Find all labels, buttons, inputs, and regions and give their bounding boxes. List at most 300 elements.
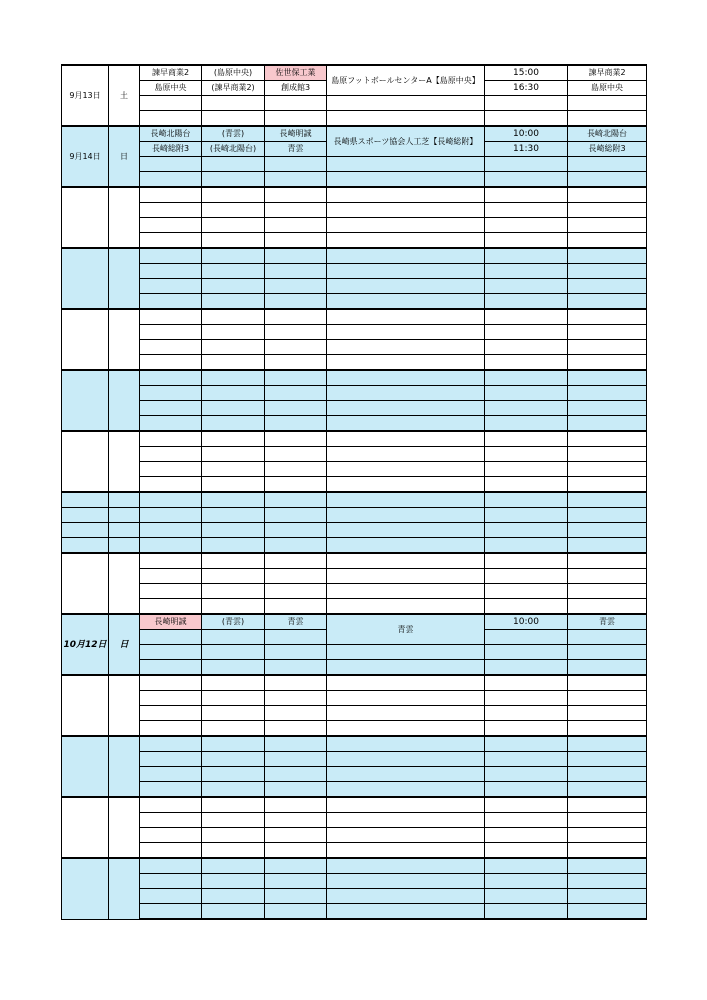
home-team-cell bbox=[140, 736, 202, 752]
kickoff-time-cell bbox=[485, 264, 568, 279]
home-team-cell bbox=[140, 401, 202, 416]
kickoff-time-cell: 15:00 bbox=[485, 65, 568, 81]
referee-team-cell bbox=[202, 187, 265, 203]
home-team-cell bbox=[140, 309, 202, 325]
away-team-cell: 青雲 bbox=[265, 142, 327, 157]
referee-team-cell: (諫早商業2) bbox=[202, 81, 265, 96]
kickoff-time-cell bbox=[485, 813, 568, 828]
table-row bbox=[62, 218, 647, 233]
referee-team-cell bbox=[202, 736, 265, 752]
kickoff-time-cell bbox=[485, 645, 568, 660]
date-cell bbox=[62, 370, 109, 431]
report-team-cell bbox=[568, 767, 647, 782]
report-team-cell bbox=[568, 172, 647, 188]
report-team-cell bbox=[568, 157, 647, 172]
table-row bbox=[62, 736, 647, 752]
kickoff-time-cell bbox=[485, 370, 568, 386]
referee-team-cell bbox=[202, 218, 265, 233]
referee-team-cell bbox=[202, 492, 265, 508]
report-team-cell bbox=[568, 782, 647, 798]
report-team-cell bbox=[568, 691, 647, 706]
kickoff-time-cell bbox=[485, 203, 568, 218]
referee-team-cell bbox=[202, 889, 265, 904]
table-row bbox=[62, 477, 647, 493]
table-row bbox=[62, 782, 647, 798]
referee-team-cell bbox=[202, 340, 265, 355]
kickoff-time-cell bbox=[485, 584, 568, 599]
table-row bbox=[62, 660, 647, 676]
home-team-cell bbox=[140, 782, 202, 798]
table-row bbox=[62, 691, 647, 706]
away-team-cell bbox=[265, 721, 327, 737]
table-row bbox=[62, 858, 647, 874]
away-team-cell bbox=[265, 660, 327, 676]
venue-cell bbox=[327, 279, 485, 294]
away-team-cell bbox=[265, 645, 327, 660]
weekday-cell bbox=[109, 553, 140, 614]
kickoff-time-cell bbox=[485, 752, 568, 767]
venue-cell bbox=[327, 294, 485, 310]
report-team-cell bbox=[568, 660, 647, 676]
table-row bbox=[62, 386, 647, 401]
venue-cell bbox=[327, 264, 485, 279]
report-team-cell bbox=[568, 630, 647, 645]
venue-cell bbox=[327, 355, 485, 371]
report-team-cell bbox=[568, 294, 647, 310]
table-row bbox=[62, 96, 647, 111]
away-team-cell: 創成館3 bbox=[265, 81, 327, 96]
date-cell bbox=[62, 553, 109, 614]
referee-team-cell bbox=[202, 172, 265, 188]
kickoff-time-cell bbox=[485, 782, 568, 798]
schedule-table bbox=[61, 64, 647, 920]
table-row bbox=[62, 111, 647, 127]
kickoff-time-cell bbox=[485, 218, 568, 233]
report-team-cell bbox=[568, 889, 647, 904]
away-team-cell bbox=[265, 904, 327, 920]
referee-team-cell bbox=[202, 660, 265, 676]
referee-team-cell bbox=[202, 462, 265, 477]
home-team-cell bbox=[140, 96, 202, 111]
referee-team-cell bbox=[202, 431, 265, 447]
home-team-cell bbox=[140, 904, 202, 920]
away-team-cell bbox=[265, 813, 327, 828]
home-team-cell bbox=[140, 538, 202, 554]
away-team-cell bbox=[265, 96, 327, 111]
table-row bbox=[62, 355, 647, 371]
home-team-cell bbox=[140, 386, 202, 401]
table-row bbox=[62, 126, 647, 142]
venue-cell bbox=[327, 538, 485, 554]
report-team-cell bbox=[568, 248, 647, 264]
venue-cell bbox=[327, 431, 485, 447]
date-cell bbox=[62, 309, 109, 370]
home-team-cell bbox=[140, 264, 202, 279]
away-team-cell bbox=[265, 355, 327, 371]
home-team-cell bbox=[140, 111, 202, 127]
venue-cell bbox=[327, 111, 485, 127]
home-team-cell bbox=[140, 294, 202, 310]
kickoff-time-cell bbox=[485, 508, 568, 523]
referee-team-cell bbox=[202, 797, 265, 813]
away-team-cell bbox=[265, 233, 327, 249]
report-team-cell bbox=[568, 721, 647, 737]
report-team-cell bbox=[568, 813, 647, 828]
home-team-cell bbox=[140, 233, 202, 249]
kickoff-time-cell: 16:30 bbox=[485, 81, 568, 96]
table-row bbox=[62, 614, 647, 630]
venue-cell bbox=[327, 858, 485, 874]
referee-team-cell bbox=[202, 355, 265, 371]
report-team-cell bbox=[568, 325, 647, 340]
venue-cell bbox=[327, 691, 485, 706]
kickoff-time-cell bbox=[485, 721, 568, 737]
referee-team-cell bbox=[202, 767, 265, 782]
report-team-cell bbox=[568, 828, 647, 843]
home-team-cell: 長崎明誠 bbox=[140, 614, 202, 630]
venue-cell bbox=[327, 401, 485, 416]
report-team-cell bbox=[568, 858, 647, 874]
home-team-cell bbox=[140, 203, 202, 218]
kickoff-time-cell bbox=[485, 340, 568, 355]
report-team-cell bbox=[568, 279, 647, 294]
report-team-cell bbox=[568, 203, 647, 218]
home-team-cell: 長崎総附3 bbox=[140, 142, 202, 157]
date-cell bbox=[62, 248, 109, 309]
report-team-cell bbox=[568, 538, 647, 554]
report-team-cell bbox=[568, 309, 647, 325]
home-team-cell bbox=[140, 248, 202, 264]
kickoff-time-cell bbox=[485, 874, 568, 889]
referee-team-cell bbox=[202, 157, 265, 172]
venue-cell bbox=[327, 553, 485, 569]
referee-team-cell bbox=[202, 447, 265, 462]
kickoff-time-cell bbox=[485, 706, 568, 721]
kickoff-time-cell bbox=[485, 492, 568, 508]
date-cell bbox=[62, 797, 109, 858]
kickoff-time-cell: 10:00 bbox=[485, 614, 568, 630]
table-row bbox=[62, 172, 647, 188]
away-team-cell bbox=[265, 248, 327, 264]
report-team-cell bbox=[568, 599, 647, 615]
table-row bbox=[62, 569, 647, 584]
kickoff-time-cell bbox=[485, 294, 568, 310]
away-team-cell bbox=[265, 523, 327, 538]
home-team-cell bbox=[140, 508, 202, 523]
weekday-cell bbox=[109, 431, 140, 492]
table-row bbox=[62, 752, 647, 767]
venue-cell bbox=[327, 706, 485, 721]
away-team-cell bbox=[265, 706, 327, 721]
home-team-cell bbox=[140, 447, 202, 462]
referee-team-cell bbox=[202, 599, 265, 615]
venue-cell bbox=[327, 736, 485, 752]
kickoff-time-cell bbox=[485, 462, 568, 477]
away-team-cell bbox=[265, 538, 327, 554]
kickoff-time-cell bbox=[485, 569, 568, 584]
report-team-cell: 島原中央 bbox=[568, 81, 647, 96]
away-team-cell: 青雲 bbox=[265, 614, 327, 630]
date-cell bbox=[62, 187, 109, 248]
kickoff-time-cell bbox=[485, 309, 568, 325]
venue-cell bbox=[327, 248, 485, 264]
away-team-cell bbox=[265, 889, 327, 904]
venue-cell bbox=[327, 309, 485, 325]
venue-cell bbox=[327, 782, 485, 798]
table-row bbox=[62, 645, 647, 660]
table-row bbox=[62, 294, 647, 310]
home-team-cell bbox=[140, 599, 202, 615]
date-cell: 10月12日 bbox=[62, 614, 109, 675]
away-team-cell bbox=[265, 462, 327, 477]
home-team-cell bbox=[140, 279, 202, 294]
kickoff-time-cell bbox=[485, 523, 568, 538]
home-team-cell bbox=[140, 752, 202, 767]
table-row bbox=[62, 187, 647, 203]
report-team-cell: 青雲 bbox=[568, 614, 647, 630]
away-team-cell bbox=[265, 752, 327, 767]
venue-cell bbox=[327, 569, 485, 584]
table-row bbox=[62, 309, 647, 325]
venue-cell bbox=[327, 96, 485, 111]
venue-cell bbox=[327, 584, 485, 599]
away-team-cell bbox=[265, 599, 327, 615]
report-team-cell bbox=[568, 736, 647, 752]
referee-team-cell bbox=[202, 370, 265, 386]
table-row bbox=[62, 721, 647, 737]
table-row bbox=[62, 264, 647, 279]
away-team-cell bbox=[265, 431, 327, 447]
kickoff-time-cell bbox=[485, 767, 568, 782]
kickoff-time-cell bbox=[485, 797, 568, 813]
kickoff-time-cell bbox=[485, 736, 568, 752]
kickoff-time-cell bbox=[485, 858, 568, 874]
home-team-cell bbox=[140, 630, 202, 645]
date-cell bbox=[62, 431, 109, 492]
kickoff-time-cell bbox=[485, 538, 568, 554]
referee-team-cell bbox=[202, 264, 265, 279]
home-team-cell bbox=[140, 340, 202, 355]
weekday-cell bbox=[109, 797, 140, 858]
date-cell bbox=[62, 736, 109, 797]
venue-cell: 青雲 bbox=[327, 614, 485, 645]
kickoff-time-cell bbox=[485, 447, 568, 462]
report-team-cell bbox=[568, 111, 647, 127]
home-team-cell: 長崎北陽台 bbox=[140, 126, 202, 142]
kickoff-time-cell bbox=[485, 401, 568, 416]
table-row bbox=[62, 340, 647, 355]
venue-cell bbox=[327, 447, 485, 462]
referee-team-cell bbox=[202, 401, 265, 416]
home-team-cell bbox=[140, 813, 202, 828]
kickoff-time-cell bbox=[485, 691, 568, 706]
date-cell bbox=[62, 538, 109, 554]
referee-team-cell bbox=[202, 675, 265, 691]
date-cell bbox=[62, 858, 109, 919]
report-team-cell bbox=[568, 752, 647, 767]
report-team-cell bbox=[568, 675, 647, 691]
referee-team-cell bbox=[202, 553, 265, 569]
away-team-cell bbox=[265, 203, 327, 218]
weekday-cell bbox=[109, 187, 140, 248]
home-team-cell bbox=[140, 858, 202, 874]
referee-team-cell bbox=[202, 386, 265, 401]
home-team-cell bbox=[140, 325, 202, 340]
date-cell bbox=[62, 523, 109, 538]
kickoff-time-cell bbox=[485, 157, 568, 172]
table-row bbox=[62, 767, 647, 782]
weekday-cell bbox=[109, 538, 140, 554]
away-team-cell bbox=[265, 584, 327, 599]
table-row bbox=[62, 706, 647, 721]
referee-team-cell bbox=[202, 477, 265, 493]
referee-team-cell: (長崎北陽台) bbox=[202, 142, 265, 157]
table-row bbox=[62, 675, 647, 691]
away-team-cell bbox=[265, 477, 327, 493]
weekday-cell bbox=[109, 309, 140, 370]
report-team-cell bbox=[568, 340, 647, 355]
venue-cell: 長崎県スポーツ協会人工芝【長崎総附】 bbox=[327, 126, 485, 157]
away-team-cell bbox=[265, 264, 327, 279]
venue-cell bbox=[327, 370, 485, 386]
referee-team-cell bbox=[202, 248, 265, 264]
kickoff-time-cell bbox=[485, 416, 568, 432]
weekday-cell: 土 bbox=[109, 65, 140, 126]
report-team-cell bbox=[568, 401, 647, 416]
report-team-cell bbox=[568, 447, 647, 462]
venue-cell bbox=[327, 325, 485, 340]
referee-team-cell bbox=[202, 645, 265, 660]
home-team-cell bbox=[140, 721, 202, 737]
venue-cell bbox=[327, 218, 485, 233]
home-team-cell bbox=[140, 645, 202, 660]
away-team-cell bbox=[265, 691, 327, 706]
report-team-cell bbox=[568, 233, 647, 249]
schedule-body bbox=[62, 65, 647, 919]
venue-cell bbox=[327, 157, 485, 172]
venue-cell bbox=[327, 813, 485, 828]
report-team-cell bbox=[568, 355, 647, 371]
weekday-cell: 日 bbox=[109, 614, 140, 675]
referee-team-cell bbox=[202, 416, 265, 432]
table-row bbox=[62, 538, 647, 554]
away-team-cell bbox=[265, 508, 327, 523]
venue-cell bbox=[327, 645, 485, 660]
venue-cell bbox=[327, 172, 485, 188]
referee-team-cell bbox=[202, 691, 265, 706]
venue-cell bbox=[327, 477, 485, 493]
home-team-cell bbox=[140, 431, 202, 447]
away-team-cell bbox=[265, 630, 327, 645]
home-team-cell bbox=[140, 523, 202, 538]
away-team-cell bbox=[265, 218, 327, 233]
away-team-cell bbox=[265, 736, 327, 752]
table-row bbox=[62, 325, 647, 340]
home-team-cell bbox=[140, 675, 202, 691]
away-team-cell bbox=[265, 111, 327, 127]
venue-cell: 島原フットボールセンターA【島原中央】 bbox=[327, 65, 485, 96]
weekday-cell bbox=[109, 675, 140, 736]
venue-cell bbox=[327, 660, 485, 676]
referee-team-cell bbox=[202, 904, 265, 920]
home-team-cell bbox=[140, 355, 202, 371]
kickoff-time-cell bbox=[485, 233, 568, 249]
away-team-cell bbox=[265, 309, 327, 325]
venue-cell bbox=[327, 233, 485, 249]
kickoff-time-cell bbox=[485, 187, 568, 203]
home-team-cell bbox=[140, 157, 202, 172]
home-team-cell bbox=[140, 569, 202, 584]
report-team-cell bbox=[568, 523, 647, 538]
home-team-cell bbox=[140, 370, 202, 386]
kickoff-time-cell bbox=[485, 904, 568, 920]
kickoff-time-cell bbox=[485, 630, 568, 645]
away-team-cell bbox=[265, 675, 327, 691]
report-team-cell bbox=[568, 874, 647, 889]
report-team-cell bbox=[568, 386, 647, 401]
away-team-cell bbox=[265, 843, 327, 859]
referee-team-cell bbox=[202, 325, 265, 340]
table-row bbox=[62, 904, 647, 920]
kickoff-time-cell bbox=[485, 386, 568, 401]
report-team-cell bbox=[568, 370, 647, 386]
away-team-cell bbox=[265, 767, 327, 782]
away-team-cell bbox=[265, 325, 327, 340]
kickoff-time-cell bbox=[485, 553, 568, 569]
referee-team-cell bbox=[202, 233, 265, 249]
referee-team-cell bbox=[202, 843, 265, 859]
home-team-cell bbox=[140, 416, 202, 432]
referee-team-cell bbox=[202, 203, 265, 218]
kickoff-time-cell bbox=[485, 660, 568, 676]
home-team-cell: 島原中央 bbox=[140, 81, 202, 96]
referee-team-cell bbox=[202, 706, 265, 721]
venue-cell bbox=[327, 752, 485, 767]
referee-team-cell bbox=[202, 752, 265, 767]
venue-cell bbox=[327, 187, 485, 203]
kickoff-time-cell bbox=[485, 248, 568, 264]
home-team-cell bbox=[140, 187, 202, 203]
venue-cell bbox=[327, 904, 485, 920]
home-team-cell bbox=[140, 828, 202, 843]
weekday-cell bbox=[109, 492, 140, 508]
venue-cell bbox=[327, 874, 485, 889]
referee-team-cell bbox=[202, 584, 265, 599]
venue-cell bbox=[327, 508, 485, 523]
away-team-cell bbox=[265, 279, 327, 294]
weekday-cell bbox=[109, 858, 140, 919]
venue-cell bbox=[327, 767, 485, 782]
referee-team-cell bbox=[202, 813, 265, 828]
away-team-cell bbox=[265, 553, 327, 569]
venue-cell bbox=[327, 675, 485, 691]
kickoff-time-cell bbox=[485, 279, 568, 294]
date-cell bbox=[62, 508, 109, 523]
report-team-cell bbox=[568, 218, 647, 233]
away-team-cell bbox=[265, 797, 327, 813]
weekday-cell bbox=[109, 736, 140, 797]
home-team-cell bbox=[140, 477, 202, 493]
away-team-cell bbox=[265, 340, 327, 355]
table-row bbox=[62, 553, 647, 569]
report-team-cell bbox=[568, 797, 647, 813]
kickoff-time-cell bbox=[485, 477, 568, 493]
kickoff-time-cell bbox=[485, 172, 568, 188]
referee-team-cell bbox=[202, 538, 265, 554]
home-team-cell bbox=[140, 691, 202, 706]
table-row bbox=[62, 157, 647, 172]
home-team-cell bbox=[140, 706, 202, 721]
